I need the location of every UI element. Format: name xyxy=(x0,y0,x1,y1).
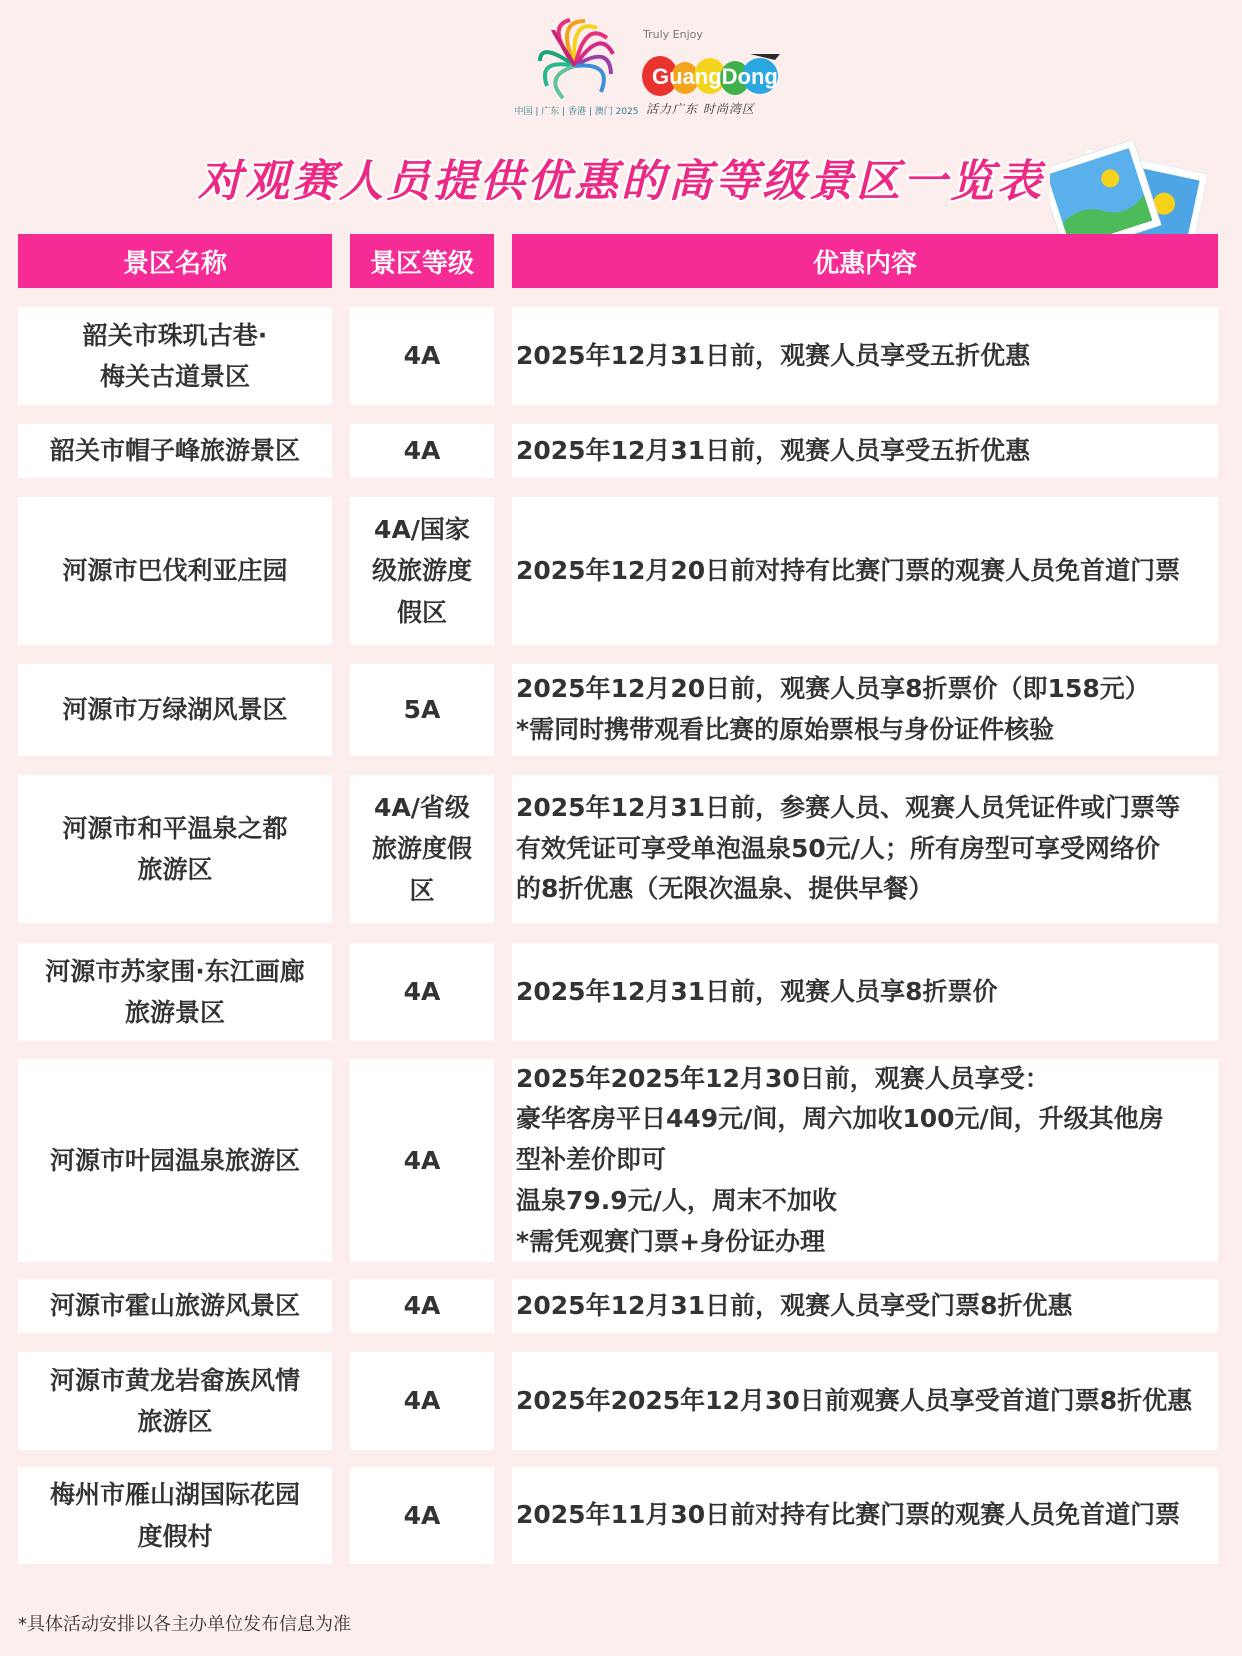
table-row-name xyxy=(18,775,332,923)
table-row-offer xyxy=(512,775,1218,923)
scenic-offer: 2025年12月31日前，观赛人员享受五折优惠 xyxy=(516,435,1031,465)
table-row-level xyxy=(350,497,494,645)
scenic-offer: 2025年12月20日前，观赛人员享8折票价（即158元） *需同时携带观看比赛的原始票根与身份证件核验 xyxy=(516,674,1150,744)
table-row-name xyxy=(18,943,332,1041)
scenic-name: 河源市叶园温泉旅游区 xyxy=(49,1145,300,1175)
guangdong-logo xyxy=(640,26,790,126)
guangdong-slogan: 活力广东 时尚湾区 xyxy=(646,102,755,116)
scenic-name: 河源市万绿湖风景区 xyxy=(62,695,288,725)
table-row-offer xyxy=(512,1467,1218,1564)
guangdong-wordmark-icon xyxy=(640,36,790,106)
scenic-level: 5A xyxy=(403,695,441,725)
table-row-offer xyxy=(512,307,1218,405)
table-row-level xyxy=(350,664,494,756)
scenic-level: 4A/国家 级旅游度 假区 xyxy=(371,515,472,627)
scenic-level: 4A xyxy=(403,436,441,466)
column-header-offer: 优惠内容 xyxy=(512,234,1218,288)
scenic-level: 4A/省级 旅游度假 区 xyxy=(371,793,472,905)
truly-enjoy-text: Truly Enjoy xyxy=(643,28,703,41)
scenic-offer: 2025年12月31日前，观赛人员享受门票8折优惠 xyxy=(516,1290,1073,1320)
table-row-name xyxy=(18,497,332,645)
scenic-offer: 2025年2025年12月30日前，观赛人员享受： 豪华客房平日449元/间，周六加收100元/间，升级其他房 型补差价即可 温泉79.9元/人，周末不加收 *需凭观赛门票+身份证办理 xyxy=(516,1063,1164,1256)
scenic-offer: 2025年11月30日前对持有比赛门票的观赛人员免首道门票 xyxy=(516,1500,1181,1530)
footnote: *具体活动安排以各主办单位发布信息为准 xyxy=(18,1614,351,1635)
games-logo-icon xyxy=(520,18,630,108)
table-row-offer xyxy=(512,1059,1218,1262)
scenic-name: 河源市和平温泉之都 旅游区 xyxy=(62,813,288,884)
guangdong-wordmark: GuangDong xyxy=(652,64,778,89)
table-row-level xyxy=(350,1352,494,1450)
table-row-name xyxy=(18,1279,332,1333)
games-logo-caption: 中国 | 广东 | 香港 | 澳门 2025 xyxy=(514,107,639,117)
table-row-offer xyxy=(512,424,1218,478)
scenic-level: 4A xyxy=(403,341,441,371)
scenic-offer: 2025年12月31日前，观赛人员享8折票价 xyxy=(516,976,998,1006)
scenic-name: 河源市巴伐利亚庄园 xyxy=(62,556,288,586)
table-row-offer xyxy=(512,497,1218,645)
scenic-name: 河源市霍山旅游风景区 xyxy=(49,1291,300,1321)
table-row-name xyxy=(18,1352,332,1450)
table-row-offer xyxy=(512,1279,1218,1333)
table-row-level xyxy=(350,943,494,1041)
scenic-offer: 2025年12月31日前，参赛人员、观赛人员凭证件或门票等 有效凭证可享受单泡温泉50元/人；所有房型可享受网络价 的8折优惠（无限次温泉、提供早餐） xyxy=(516,792,1181,904)
table-row-name xyxy=(18,424,332,478)
scenic-offer: 2025年12月20日前对持有比赛门票的观赛人员免首道门票 xyxy=(516,555,1181,585)
scenic-name: 梅州市雁山湖国际花园 度假村 xyxy=(49,1480,300,1551)
scenic-offer: 2025年12月31日前，观赛人员享受五折优惠 xyxy=(516,340,1031,370)
column-header-name: 景区名称 xyxy=(18,234,332,288)
table-row-level xyxy=(350,307,494,405)
scenic-offer: 2025年2025年12月30日前观赛人员享受首道门票8折优惠 xyxy=(516,1385,1193,1415)
scenic-level: 4A xyxy=(403,1145,441,1175)
games-logo xyxy=(514,18,639,128)
scenic-level: 4A xyxy=(403,1291,441,1321)
table-row-level xyxy=(350,1279,494,1333)
table-row-offer xyxy=(512,664,1218,756)
table-row-level xyxy=(350,1059,494,1262)
scenic-level: 4A xyxy=(403,1500,441,1530)
table-row-offer xyxy=(512,943,1218,1041)
table-row-level xyxy=(350,424,494,478)
scenic-name: 韶关市帽子峰旅游景区 xyxy=(49,436,300,466)
scenic-name: 河源市黄龙岩畲族风情 旅游区 xyxy=(49,1365,300,1436)
scenic-name: 河源市苏家围·东江画廊 旅游景区 xyxy=(45,956,305,1027)
table-row-name xyxy=(18,1467,332,1564)
table-row-name xyxy=(18,1059,332,1262)
page-title: 对观赛人员提供优惠的高等级景区一览表 xyxy=(198,156,1044,207)
scenic-level: 4A xyxy=(403,1386,441,1416)
table-row-name xyxy=(18,307,332,405)
table-row-name xyxy=(18,664,332,756)
table-row-offer xyxy=(512,1352,1218,1450)
column-header-level: 景区等级 xyxy=(350,234,494,288)
scenic-level: 4A xyxy=(403,977,441,1007)
table-row-level xyxy=(350,775,494,923)
scenic-name: 韶关市珠玑古巷· 梅关古道景区 xyxy=(82,320,268,391)
table-row-level xyxy=(350,1467,494,1564)
